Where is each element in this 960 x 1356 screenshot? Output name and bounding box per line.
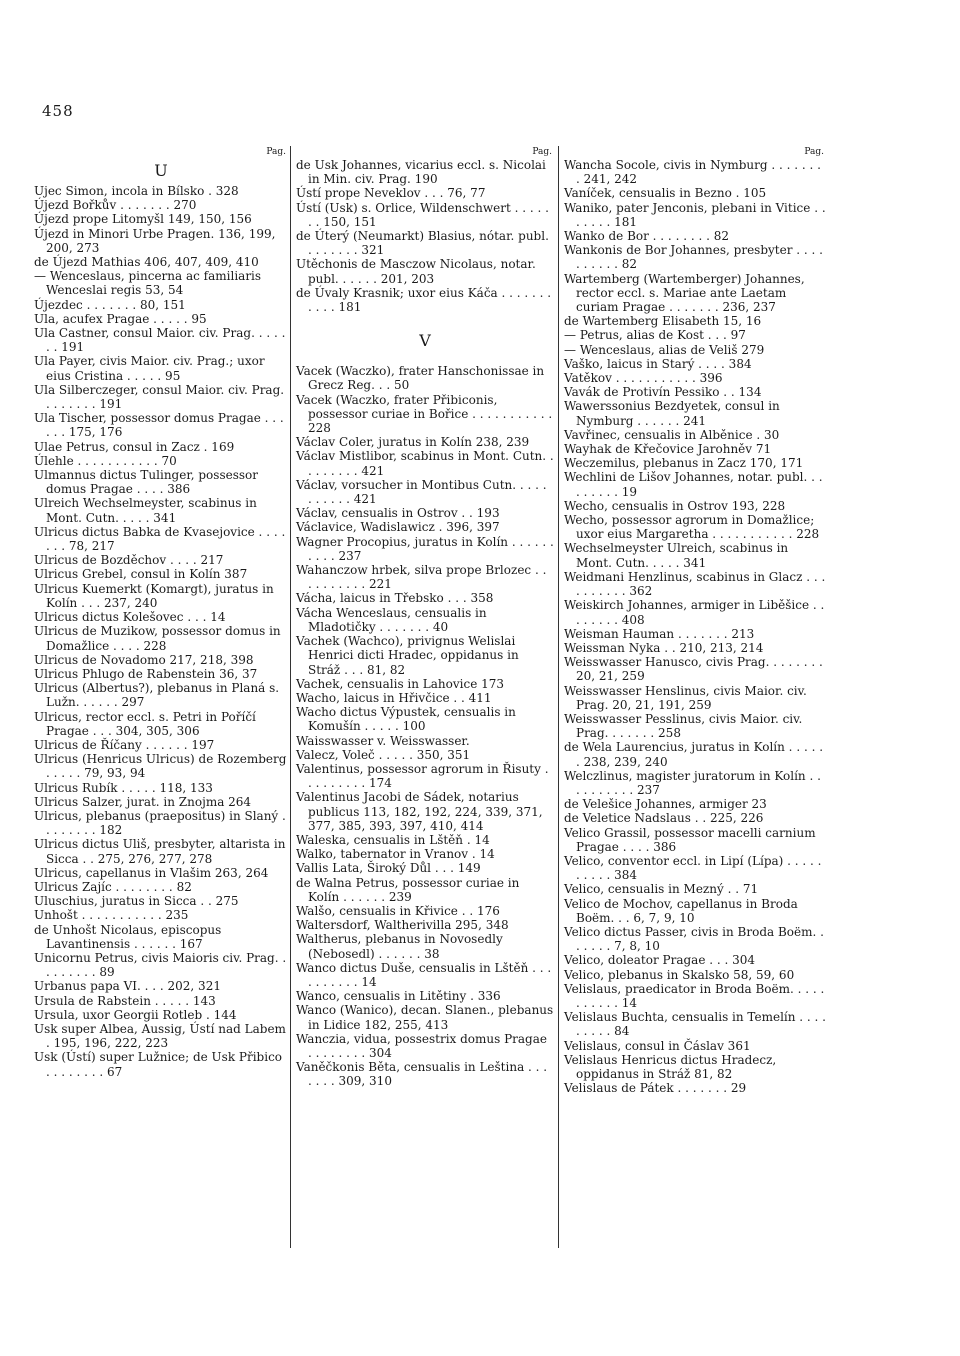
index-entry: Velislaus, consul in Čáslav 361 [564,1038,751,1053]
index-entry: Wawerssonius Bezdyetek, consul in Nymburg . . . . . . 241 [564,399,780,428]
index-entry: Újezdec . . . . . . . 80, 151 [34,297,186,312]
index-entry: Wanco dictus Duše, censualis in Lštěň . . . . . . . . . . 14 [296,960,552,989]
index-entry: Ulricus dictus Babka de Kvasejovice . . . . . . . 78, 217 [34,524,286,554]
index-entry: Walko, tabernator in Vranov . 14 [296,847,495,862]
index-entry: Vachek (Wachco), privignus Welislai Henrici dicti Hradec, oppidanus in Stráž . . . 81, 82 [296,634,519,677]
index-entry: Waleska, censualis in Lštěň . 14 [296,832,490,847]
index-entry: Újezd in Minori Urbe Pragen. 136, 199, 200, 273 [34,226,276,255]
index-entry: Wechselmeyster Ulreich, scabinus in Mont. Cutn. . . . . 341 [564,541,789,570]
index-entry: Uluschius, juratus in Sicca . . 275 [34,894,239,909]
entry-list [296,158,554,1089]
index-entry: de Wela Laurencius, juratus in Kolín . . . . . . 238, 239, 240 [564,740,824,769]
index-entry: de Usk Johannes, vicarius eccl. s. Nicolai in Min. civ. Prag. 190 [296,158,546,187]
index-entry: Ula Silberczeger, consul Maior. civ. Prag. . . . . . . . 191 [34,382,285,412]
index-entry: Usk super Albea, Aussig, Ústí nad Labem . 195, 196, 222, 223 [34,1021,286,1051]
index-entry: Ulricus, plebanus (praepositus) in Slaný . . . . . . . . 182 [34,808,286,838]
index-entry: Wartemberg (Wartemberger) Johannes, rector eccl. s. Mariae ante Laetam curiam Pragae . . . . . . . 236, 237 [564,271,805,315]
index-entry: Weczemilus, plebanus in Zacz 170, 171 [564,456,804,471]
index-entry: de Unhošt Nicolaus, episcopus Lavantinensis . . . . . . 167 [34,922,222,951]
index-entry: Ústí prope Neveklov . . . 76, 77 [296,186,486,201]
index-entry: Václav, vorsucher in Montibus Cutn. . . . . . . . . . . 421 [296,477,547,507]
index-entry: Ulricus dictus Kolešovec . . . 14 [34,610,226,625]
index-entry: Úlehle . . . . . . . . . . . 70 [34,453,177,468]
index-entry: de Úvaly Krasnik; uxor eius Káča . . . . . . . . . . . 181 [296,285,552,315]
section-letter: U [154,161,168,180]
index-entry: Újezd prope Litomyšl 149, 150, 156 [34,212,252,227]
index-entry: Vatěkov . . . . . . . . . . . 396 [564,371,723,386]
index-entry: Václav Mistlibor, scabinus in Mont. Cutn. . . . . . . . . 421 [296,449,554,478]
index-entry: Ula, acufex Pragae . . . . . 95 [34,311,207,326]
index-column-3 [564,146,826,1095]
index-entry: Valentinus Jacobi de Sádek, notarius publicus 113, 182, 192, 224, 339, 371, 377, 385, 393, 397, 410, 414 [296,790,543,833]
index-entry: Vachek, censualis in Lahovice 173 [296,676,505,691]
index-entry: Ulricus Zajíc . . . . . . . . 82 [34,879,192,894]
index-entry: Ula Castner, consul Maior. civ. Prag. . . . . . . 191 [34,326,286,355]
index-entry: Usk (Ústí) super Lužnice; de Usk Přibico . . . . . . . . 67 [34,1050,283,1079]
index-entry: Vavák de Protivín Pessiko . . 134 [564,385,762,400]
index-entry: de Velešice Johannes, armiger 23 [564,797,767,812]
index-entry: Ulricus (Albertus?), plebanus in Planá s. Lužn. . . . . . 297 [34,681,280,710]
index-entry: Velislaus de Pátek . . . . . . . 29 [564,1081,747,1096]
index-entry: Weissman Nyka . . 210, 213, 214 [564,640,764,655]
index-entry: Ulae Petrus, consul in Zacz . 169 [34,439,235,454]
index-entry: Vácha, laicus in Třebsko . . . 358 [296,591,494,606]
index-entry: Velico de Mochov, capellanus in Broda Boëm. . . 6, 7, 9, 10 [564,896,798,925]
index-entry: Wancha Socole, civis in Nymburg . . . . . . . . 241, 242 [564,158,821,187]
index-entry: Velislaus Henricus dictus Hradecz, oppidanus in Stráž 81, 82 [564,1052,777,1081]
index-entry: Velico, censualis in Mezný . . 71 [564,882,759,897]
pag-header: Pag. [266,147,286,157]
index-entry: Ulricus, rector eccl. s. Petri in Poříčí Pragae . . . 304, 305, 306 [34,709,256,738]
index-entry: — Wenceslaus, pincerna ac familiaris Wenceslai regis 53, 54 [34,269,262,298]
index-entry: Valentinus, possessor agrorum in Řisuty . . . . . . . . . 174 [296,761,549,791]
index-entry: de Walna Petrus, possessor curiae in Kolín . . . . . . 239 [296,875,520,904]
index-entry: Wanco (Wanico), decan. Slanen., plebanus in Lidice 182, 255, 413 [296,1003,554,1032]
index-entry: de Úterý (Neumarkt) Blasius, nótar. publ. . . . . . . . 321 [296,229,549,258]
index-entry: de Újezd Mathias 406, 407, 409, 410 [34,255,259,270]
index-entry: Ursula, uxor Georgii Rotleb . 144 [34,1007,237,1022]
index-entry: de Veletice Nadslaus . . 225, 226 [564,811,764,826]
index-entry: Wahanczow hrbek, silva prope Brlozec . . . . . . . . . . 221 [296,563,547,592]
index-entry: Ulricus de Muzikow, possessor domus in Domažlice . . . . 228 [34,624,281,653]
index-entry: Weidmani Henzlinus, scabinus in Glacz . . . . . . . . . . 362 [564,569,826,599]
index-entry: Ústí (Usk) s. Orlice, Wildenschwert . . . . . . . 150, 151 [296,200,549,229]
index-entry: Ulricus Kuemerkt (Komargt), juratus in Kolín . . . 237, 240 [34,581,274,610]
index-entry: Waltersdorf, Waltherivilla 295, 348 [296,918,509,933]
index-entry: Ulricus de Říčany . . . . . . 197 [34,737,215,752]
index-entry: Vacek (Waczko, frater Přibiconis, possessor curiae in Bořice . . . . . . . . . . . 228 [296,392,553,436]
index-entry: Unicornu Petrus, civis Maioris civ. Prag. . . . . . . . . 89 [34,950,287,980]
index-entry: Velico, doleator Pragae . . . 304 [564,953,756,968]
index-entry: Wanko de Bor . . . . . . . . 82 [564,229,729,244]
index-entry: Valecz, Voleč . . . . . 350, 351 [296,747,471,762]
index-entry: Unhošt . . . . . . . . . . . 235 [34,908,189,923]
index-entry: Ula Tischer, possessor domus Pragae . . . . . . 175, 176 [34,411,284,440]
index-entry: Weisswasser Hanusco, civis Prag. . . . . . . . 20, 21, 259 [564,655,823,684]
index-entry: Ula Payer, civis Maior. civ. Prag.; uxor eius Cristina . . . . . 95 [34,354,265,383]
index-entry: Velislaus Buchta, censualis in Temelín . . . . . . . . . 84 [564,1010,826,1039]
index-entry: Ulricus de Bozděchov . . . . 217 [34,553,224,568]
index-entry: Walšo, censualis in Křivice . . 176 [296,903,500,918]
index-column-2 [296,146,554,1089]
index-entry: Ulreich Wechselmeyster, scabinus in Mont. Cutn. . . . . 341 [34,496,257,525]
index-entry: Václavice, Wadislawicz . 396, 397 [296,520,500,535]
index-entry: Ulricus Phlugo de Rabenstein 36, 37 [34,666,258,681]
index-entry: Wanczia, vidua, possestrix domus Pragae . . . . . . . . 304 [296,1031,547,1060]
index-entry: Vácha Wenceslaus, censualis in Mladotičky . . . . . . . 40 [296,605,487,634]
index-entry: Ulmannus dictus Tulinger, possessor domus Pragae . . . . 386 [34,468,258,497]
index-entry: Ujec Simon, incola in Bílsko . 328 [34,184,239,198]
index-entry: Waltherus, plebanus in Novosedly (Nebosedl) . . . . . . 38 [296,932,503,961]
index-entry: Ursula de Rabstein . . . . . 143 [34,993,216,1008]
index-entry: Utěchonis de Masczow Nicolaus, notar. publ. . . . . . 201, 203 [296,257,536,286]
index-entry: Velislaus, praedicator in Broda Boëm. . . . . . . . . . . 14 [564,981,825,1010]
index-entry: Waisswasser v. Weisswasser. [296,733,470,748]
index-entry: Vaško, laicus in Starý . . . . 384 [564,356,752,371]
index-entry: Weisman Hauman . . . . . . . 213 [564,626,755,641]
entry-list [34,184,288,1079]
index-entry: Wechlini de Lišov Johannes, notar. publ. . . . . . . . . 19 [564,470,823,499]
index-entry: Weisswasser Pesslinus, civis Maior. civ. Prag. . . . . . . 258 [564,711,803,741]
entry-list [564,158,826,1095]
index-entry: Velico Grassil, possessor macelli carnium Pragae . . . . 386 [564,825,816,854]
column-divider [290,146,291,1248]
index-entry: Wecho, censualis in Ostrov 193, 228 [564,498,786,513]
index-entry: — Petrus, alias de Kost . . . 97 [564,328,746,343]
index-entry: Wacho dictus Výpustek, censualis in Komušín . . . . . 100 [296,705,516,734]
column-divider [558,146,559,1248]
index-entry: Ulricus dictus Uliš, presbyter, altarista in Sicca . . 275, 276, 277, 278 [34,837,286,866]
index-entry: Václav Coler, juratus in Kolín 238, 239 [296,435,530,450]
index-entry: Velico, plebanus in Skalsko 58, 59, 60 [564,967,795,982]
index-entry: Vaníček, censualis in Bezno . 105 [564,186,767,201]
index-entry: Velico, conventor eccl. in Lipí (Lípa) . . . . . . . . . . 384 [564,853,822,883]
index-entry: Welczlinus, magister juratorum in Kolín . . . . . . . . . . 237 [564,768,821,797]
index-entry: Ulricus Salzer, jurat. in Znojma 264 [34,794,252,809]
page-number: 458 [42,102,74,120]
index-entry: Wankonis de Bor Johannes, presbyter . . . . . . . . . . 82 [564,243,823,272]
index-entry: Wecho, possessor agrorum in Domažlice; uxor eius Margaretha . . . . . . . . . . . 228 [564,513,820,542]
index-entry: Urbanus papa VI. . . . 202, 321 [34,979,221,994]
index-entry: Velico dictus Passer, civis in Broda Boëm. . . . . . . 7, 8, 10 [564,924,824,954]
index-entry: Waniko, pater Jenconis, plebani in Vitice . . . . . . . 181 [564,200,826,229]
index-entry: Vavřinec, censualis in Alběnice . 30 [564,427,780,442]
index-entry: Václav, censualis in Ostrov . . 193 [296,506,500,521]
index-entry: Weiskirch Johannes, armiger in Liběšice . . . . . . . . 408 [564,598,825,627]
index-entry: de Wartemberg Elisabeth 15, 16 [564,314,762,329]
index-entry: — Wenceslaus, alias de Veliš 279 [564,342,765,357]
index-entry: Újezd Bořkův . . . . . . . 270 [34,198,197,213]
index-entry: Wanco, censualis in Litětiny . 336 [296,989,501,1004]
index-entry: Vaněčkonis Běta, censualis in Leština . . . . . . . 309, 310 [296,1060,548,1089]
section-letter: V [419,331,431,351]
index-entry: Ulricus Rubík . . . . . 118, 133 [34,780,213,795]
index-entry: Ulricus de Novadomo 217, 218, 398 [34,652,254,667]
index-entry: Wacho, laicus in Hřivčice . . 411 [296,690,492,705]
pag-header: Pag. [532,147,552,157]
index-column-1 [34,146,288,1079]
index-entry: Wagner Procopius, juratus in Kolín . . . . . . . . . . 237 [296,534,554,563]
index-entry: Ulricus (Henricus Ulricus) de Rozemberg . . . . . 79, 93, 94 [34,752,287,781]
index-entry: Vacek (Waczko), frater Hanschonissae in Grecz Reg. . . 50 [296,364,545,393]
index-entry: Ulricus Grebel, consul in Kolín 387 [34,567,248,582]
index-entry: Vallis Lata, Široký Důl . . . 149 [296,861,481,876]
pag-header: Pag. [804,147,824,157]
index-entry: Weisswasser Henslinus, civis Maior. civ. Prag. 20, 21, 191, 259 [564,683,807,712]
index-entry: Ulricus, capellanus in Vlašim 263, 264 [34,865,269,880]
index-entry: Wayhak de Křečovice Jarohněv 71 [564,442,772,457]
